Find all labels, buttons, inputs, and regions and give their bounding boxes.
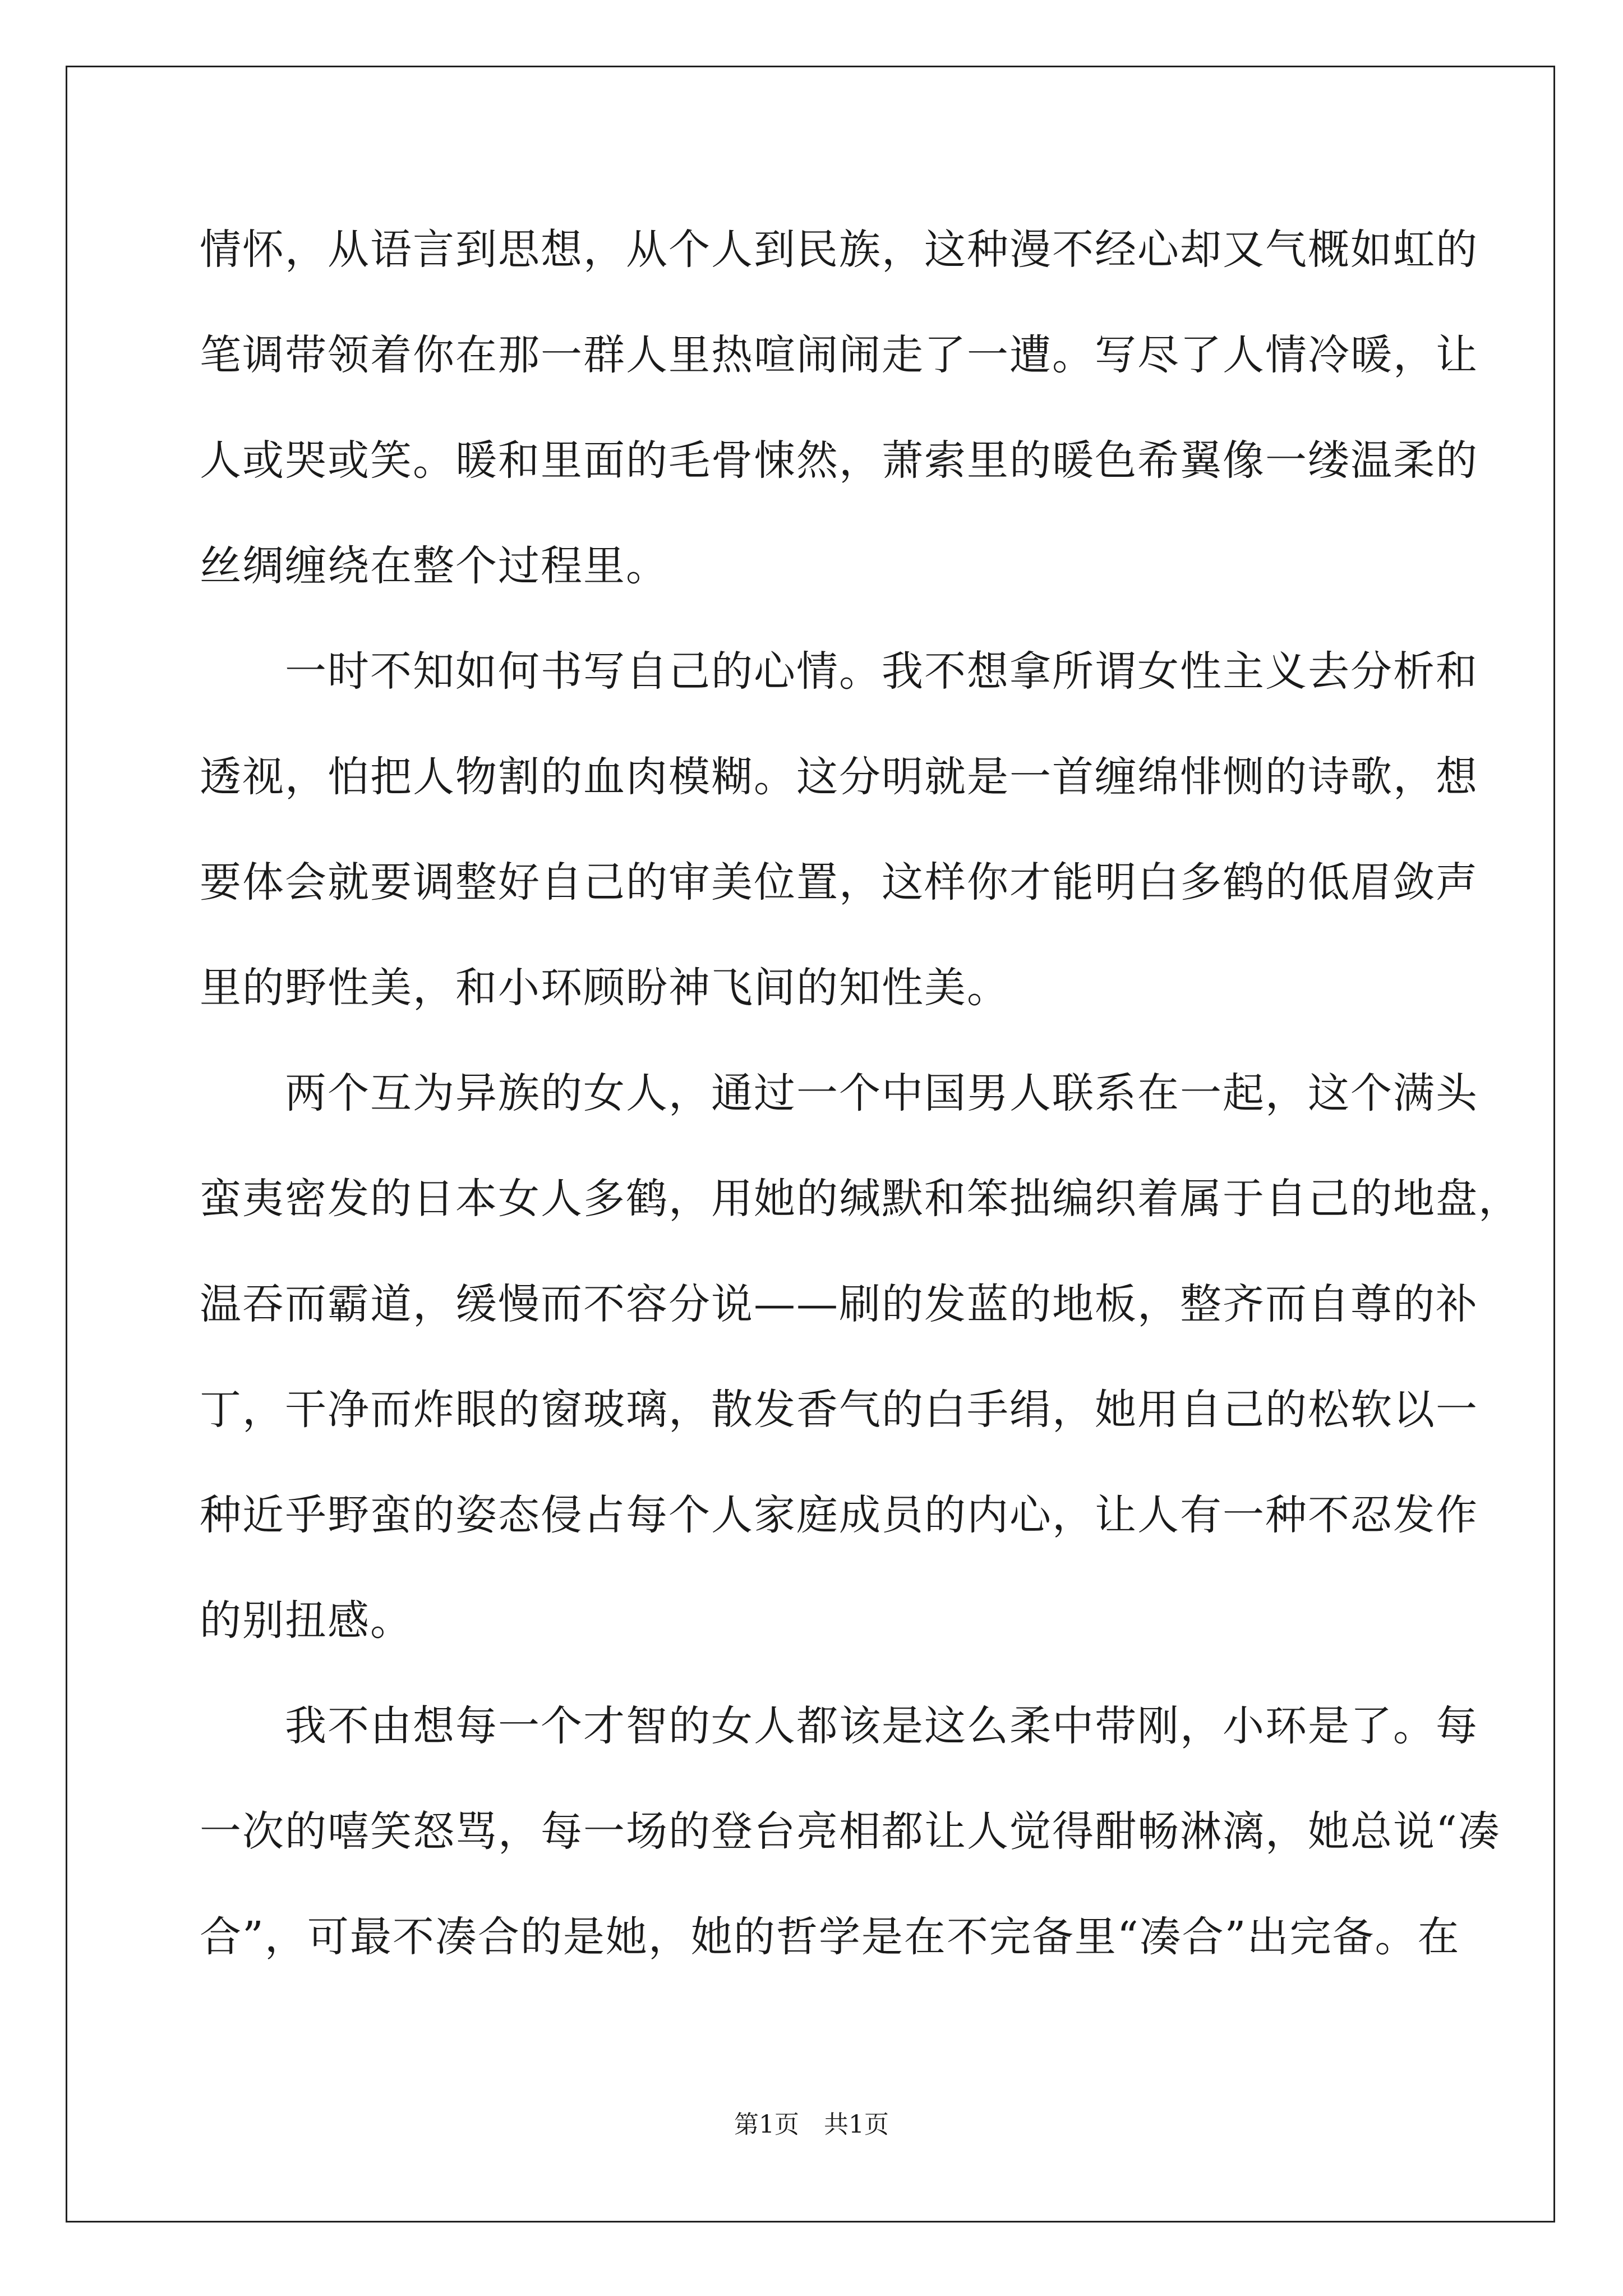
text-line: 人或哭或笑。暖和里面的毛骨悚然，萧索里的暖色希翼像一缕温柔的 <box>200 436 1478 485</box>
text-line: 合”，可最不凑合的是她，她的哲学是在不完备里“凑合”出完备。在 <box>200 1913 1460 1961</box>
text-line: 一次的嘻笑怒骂，每一场的登台亮相都让人觉得酣畅淋漓，她总说“凑 <box>200 1807 1501 1856</box>
text-line: 情怀，从语言到思想，从个人到民族，这种漫不经心却又气概如虹的 <box>200 226 1478 274</box>
text-line: 透视，怕把人物割的血肉模糊。这分明就是一首缠绵悱恻的诗歌，想 <box>200 753 1478 801</box>
text-line: 笔调带领着你在那一群人里热喧闹闹走了一遭。写尽了人情冷暖，让 <box>200 331 1478 379</box>
text-line: 种近乎野蛮的姿态侵占每个人家庭成员的内心，让人有一种不忍发作 <box>200 1491 1478 1539</box>
text-line: 丁，干净而炸眼的窗玻璃，散发香气的白手绢，她用自己的松软以一 <box>200 1386 1478 1434</box>
text-line: 蛮夷密发的日本女人多鹤，用她的缄默和笨拙编织着属于自己的地盘， <box>200 1175 1521 1223</box>
text-line: 丝绸缠绕在整个过程里。 <box>200 542 668 590</box>
page-border <box>66 66 1555 2223</box>
text-line: 要体会就要调整好自己的审美位置，这样你才能明白多鹤的低眉敛声 <box>200 858 1478 907</box>
text-line: 我不由想每一个才智的女人都该是这么柔中带刚，小环是了。每 <box>200 1702 1478 1750</box>
text-line: 两个互为异族的女人，通过一个中国男人联系在一起，这个满头 <box>200 1069 1478 1117</box>
text-line: 一时不知如何书写自己的心情。我不想拿所谓女性主义去分析和 <box>200 647 1478 696</box>
text-line: 里的野性美，和小环顾盼神飞间的知性美。 <box>200 964 1009 1012</box>
text-line: 温吞而霸道，缓慢而不容分说——刷的发蓝的地板，整齐而自尊的补 <box>200 1280 1478 1328</box>
page-footer: 第1页 共1页 <box>734 2110 889 2139</box>
text-line: 的别扭感。 <box>200 1596 413 1645</box>
